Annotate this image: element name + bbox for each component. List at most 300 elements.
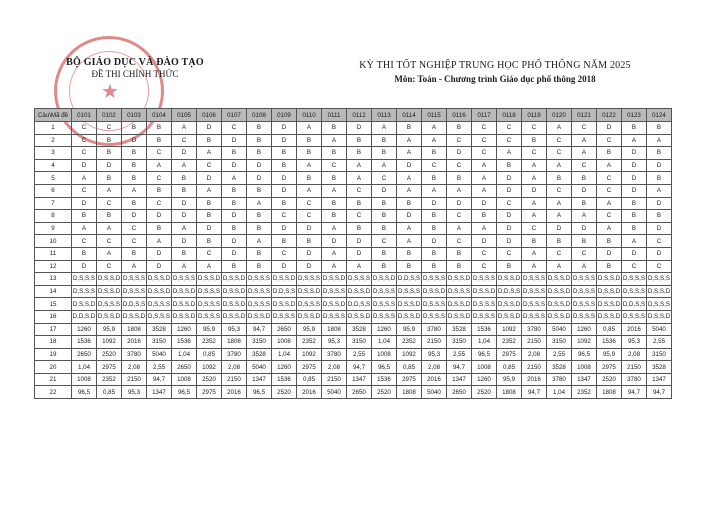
answer-cell: C — [597, 184, 622, 197]
answer-cell: 1536 — [172, 336, 197, 349]
table-row — [35, 298, 672, 311]
answer-cell: 2150 — [522, 336, 547, 349]
answer-cell: C — [347, 184, 372, 197]
answer-cell: C — [422, 159, 447, 172]
question-number: 19 — [35, 348, 72, 361]
answer-cell: 3528 — [647, 361, 672, 374]
answer-cell: D,S,S,D — [597, 298, 622, 311]
answer-cell: C — [447, 210, 472, 223]
answer-cell: 2352 — [197, 336, 222, 349]
question-number: 22 — [35, 386, 72, 399]
table-row — [35, 361, 672, 374]
answer-cell: 1,04 — [272, 348, 297, 361]
answer-cell: A — [347, 172, 372, 185]
answer-cell: B — [97, 134, 122, 147]
answer-cell: C — [547, 134, 572, 147]
answer-cell: B — [372, 247, 397, 260]
answer-cell: 1092 — [297, 348, 322, 361]
answer-cell: D,S,S,D — [597, 273, 622, 286]
answer-cell: D — [622, 147, 647, 160]
answer-cell: B — [347, 197, 372, 210]
answer-cell: D,S,S,D — [322, 273, 347, 286]
answer-cell: A — [622, 134, 647, 147]
answer-cell: D,S,S,D — [597, 285, 622, 298]
answer-cell: D,S,S,S — [247, 298, 272, 311]
answer-cell: B — [647, 147, 672, 160]
answer-cell: C — [97, 197, 122, 210]
answer-cell: D — [647, 197, 672, 210]
answer-cell: B — [347, 222, 372, 235]
answer-cell: C — [472, 247, 497, 260]
answer-cell: A — [347, 260, 372, 273]
answer-cell: D,S,S,D — [97, 285, 122, 298]
answer-cell: B — [147, 122, 172, 135]
answer-cell: C — [297, 210, 322, 223]
answer-cell: D,S,S,S — [422, 310, 447, 323]
answer-cell: B — [622, 210, 647, 223]
answer-cell: 1008 — [272, 336, 297, 349]
answer-cell: 1092 — [497, 323, 522, 336]
answer-cell: B — [622, 222, 647, 235]
answer-cell: B — [297, 134, 322, 147]
answer-cell: B — [497, 159, 522, 172]
answer-cell: D,S,S,D — [547, 310, 572, 323]
answer-cell: B — [322, 147, 347, 160]
answer-cell: C — [472, 147, 497, 160]
answer-cell: 1260 — [372, 323, 397, 336]
answer-cell: 5040 — [647, 323, 672, 336]
answer-cell: 3528 — [447, 323, 472, 336]
ministry-header — [60, 57, 210, 79]
answer-cell: B — [297, 147, 322, 160]
answer-cell: D,S,S,S — [297, 273, 322, 286]
answer-cell: D,S,S,S — [147, 298, 172, 311]
answer-cell: C — [72, 134, 97, 147]
answer-cell: A — [197, 184, 222, 197]
answer-cell: D,S,S,S — [197, 310, 222, 323]
answer-cell: 1,04 — [72, 361, 97, 374]
answer-cell: A — [597, 222, 622, 235]
answer-cell: B — [547, 172, 572, 185]
question-number: 7 — [35, 197, 72, 210]
answer-cell: 94,7 — [622, 386, 647, 399]
table-row — [35, 122, 672, 135]
answer-cell: A — [572, 210, 597, 223]
exam-code-header: 0120 — [547, 109, 572, 122]
question-number: 20 — [35, 361, 72, 374]
answer-cell: B — [372, 134, 397, 147]
answer-cell: 96,5 — [372, 361, 397, 374]
answer-cell: 3780 — [122, 348, 147, 361]
answer-cell: 2016 — [297, 386, 322, 399]
answer-cell: C — [572, 159, 597, 172]
answer-cell: A — [97, 184, 122, 197]
exam-code-header: 0104 — [147, 109, 172, 122]
answer-cell: D — [272, 172, 297, 185]
answer-cell: A — [522, 172, 547, 185]
answer-cell: D — [197, 122, 222, 135]
answer-cell: B — [97, 210, 122, 223]
answer-cell: C — [322, 159, 347, 172]
answer-cell: 2352 — [297, 336, 322, 349]
answer-cell: D,S,S,D — [247, 310, 272, 323]
answer-cell: D,S,S,S — [647, 298, 672, 311]
answer-cell: D,S,S,D — [547, 285, 572, 298]
answer-cell: 95,3 — [422, 348, 447, 361]
answer-cell: 2975 — [597, 361, 622, 374]
question-number: 18 — [35, 336, 72, 349]
answer-cell: D,S,S,D — [222, 298, 247, 311]
answer-cell: B — [222, 197, 247, 210]
answer-cell: 2975 — [97, 361, 122, 374]
answer-cell: 94,7 — [347, 361, 372, 374]
question-number: 4 — [35, 159, 72, 172]
answer-cell: B — [322, 122, 347, 135]
answer-cell: 1260 — [172, 323, 197, 336]
answer-cell: A — [547, 159, 572, 172]
answer-cell: B — [122, 197, 147, 210]
answer-cell: B — [572, 235, 597, 248]
answer-cell: D,S,S,S — [622, 310, 647, 323]
answer-cell: A — [147, 159, 172, 172]
answer-cell: 1,04 — [172, 348, 197, 361]
answer-cell: D — [572, 222, 597, 235]
answer-cell: D — [72, 197, 97, 210]
answer-cell: D,S,S,D — [172, 298, 197, 311]
answer-cell: A — [522, 260, 547, 273]
question-number: 5 — [35, 172, 72, 185]
answer-cell: B — [597, 147, 622, 160]
answer-cell: D,S,S,S — [147, 310, 172, 323]
answer-cell: D,S,S,S — [72, 273, 97, 286]
answer-cell: C — [597, 134, 622, 147]
answer-cell: D — [547, 222, 572, 235]
answer-cell: 2150 — [222, 373, 247, 386]
answer-cell: A — [297, 184, 322, 197]
answer-cell: D,S,S,D — [547, 298, 572, 311]
answer-cell: 2975 — [397, 373, 422, 386]
answer-cell: 2520 — [597, 373, 622, 386]
answer-cell: D,D,S,D — [72, 310, 97, 323]
answer-cell: 5040 — [422, 386, 447, 399]
exam-code-header: 0119 — [522, 109, 547, 122]
answer-cell: B — [397, 197, 422, 210]
answer-cell: D,S,S,D — [172, 285, 197, 298]
answer-cell: A — [472, 159, 497, 172]
answer-cell: C — [222, 122, 247, 135]
answer-cell: C — [497, 122, 522, 135]
answer-cell: D — [397, 210, 422, 223]
answer-cell: C — [72, 235, 97, 248]
answer-cell: A — [572, 134, 597, 147]
answer-cell: 2016 — [522, 373, 547, 386]
answer-cell: 1347 — [147, 386, 172, 399]
answer-cell: 2016 — [422, 373, 447, 386]
answer-cell: A — [122, 184, 147, 197]
answer-cell: A — [97, 222, 122, 235]
answer-cell: 1808 — [597, 386, 622, 399]
answer-cell: D,S,S,S — [522, 310, 547, 323]
answer-cell: 1808 — [497, 386, 522, 399]
exam-code-header: 0122 — [597, 109, 622, 122]
answer-cell: A — [397, 222, 422, 235]
exam-code-header: 0117 — [472, 109, 497, 122]
answer-cell: 2975 — [197, 386, 222, 399]
table-row — [35, 348, 672, 361]
table-row — [35, 336, 672, 349]
answer-cell: C — [447, 235, 472, 248]
answer-cell: A — [422, 184, 447, 197]
answer-cell: B — [497, 260, 522, 273]
answer-cell: C — [522, 122, 547, 135]
answer-cell: D — [422, 197, 447, 210]
answer-cell: B — [422, 260, 447, 273]
question-number: 13 — [35, 273, 72, 286]
answer-cell: C — [547, 184, 572, 197]
answer-cell: D — [322, 235, 347, 248]
answer-cell: 94,7 — [522, 386, 547, 399]
answer-cell: B — [622, 197, 647, 210]
answer-cell: D — [272, 134, 297, 147]
answer-cell: B — [447, 247, 472, 260]
answer-cell: D,S,S,S — [347, 273, 372, 286]
answer-cell: D — [447, 147, 472, 160]
answer-cell: D — [147, 247, 172, 260]
answer-cell: D,S,S,D — [347, 310, 372, 323]
answer-cell: D,S,S,D — [222, 285, 247, 298]
answer-cell: D,S,S,D — [97, 273, 122, 286]
answer-cell: D,S,S,D — [647, 310, 672, 323]
question-number: 17 — [35, 323, 72, 336]
answer-cell: A — [397, 134, 422, 147]
answer-key-table — [34, 108, 672, 399]
answer-cell: D — [497, 235, 522, 248]
answer-cell: 95,9 — [497, 373, 522, 386]
question-number: 1 — [35, 122, 72, 135]
answer-cell: D,S,S,D — [397, 310, 422, 323]
answer-cell: 95,3 — [622, 336, 647, 349]
answer-cell: C — [122, 222, 147, 235]
answer-cell: 2650 — [272, 323, 297, 336]
answer-cell: D — [247, 172, 272, 185]
answer-cell: D,S,S,D — [497, 310, 522, 323]
answer-cell: D,S,S,S — [122, 285, 147, 298]
exam-subject: Môn: Toán - Chương trình Giáo dục phổ thông 2018 — [394, 74, 596, 84]
answer-cell: A — [397, 184, 422, 197]
answer-cell: 2,08 — [622, 348, 647, 361]
answer-cell: 2150 — [522, 361, 547, 374]
answer-cell: 95,9 — [197, 323, 222, 336]
answer-cell: 2,55 — [647, 336, 672, 349]
exam-code-header: 0109 — [272, 109, 297, 122]
answer-cell: D — [172, 197, 197, 210]
answer-cell: D,S,S,D — [447, 310, 472, 323]
answer-cell: B — [372, 260, 397, 273]
answer-cell: B — [422, 222, 447, 235]
answer-cell: C — [172, 134, 197, 147]
answer-cell: 1347 — [247, 373, 272, 386]
exam-code-header: 0115 — [422, 109, 447, 122]
question-number: 2 — [35, 134, 72, 147]
answer-cell: B — [247, 134, 272, 147]
answer-cell: C — [472, 134, 497, 147]
answer-cell: C — [97, 235, 122, 248]
answer-cell: D — [522, 184, 547, 197]
answer-cell: 2352 — [97, 373, 122, 386]
answer-cell: B — [172, 172, 197, 185]
answer-cell: 1808 — [397, 386, 422, 399]
answer-cell: A — [297, 122, 322, 135]
table-row — [35, 260, 672, 273]
answer-cell: 0,85 — [297, 373, 322, 386]
answer-cell: D,S,S,S — [247, 285, 272, 298]
answer-cell: 94,7 — [447, 361, 472, 374]
exam-code-header: 0102 — [97, 109, 122, 122]
answer-cell: C — [272, 247, 297, 260]
answer-cell: C — [372, 172, 397, 185]
question-number: 21 — [35, 373, 72, 386]
answer-cell: B — [447, 172, 472, 185]
answer-cell: B — [97, 172, 122, 185]
answer-cell: 1092 — [197, 361, 222, 374]
answer-cell: B — [222, 222, 247, 235]
answer-cell: C — [447, 159, 472, 172]
answer-cell: A — [622, 235, 647, 248]
answer-cell: B — [172, 247, 197, 260]
answer-cell: D,S,S,S — [372, 285, 397, 298]
answer-cell: C — [572, 247, 597, 260]
answer-cell: B — [397, 260, 422, 273]
answer-cell: A — [222, 172, 247, 185]
answer-cell: 2520 — [472, 386, 497, 399]
answer-cell: B — [247, 260, 272, 273]
answer-cell: B — [122, 159, 147, 172]
answer-cell: A — [72, 222, 97, 235]
answer-cell: 1536 — [72, 336, 97, 349]
answer-cell: D,S,S,S — [472, 298, 497, 311]
answer-cell: B — [222, 184, 247, 197]
answer-cell: A — [472, 184, 497, 197]
answer-cell: B — [647, 210, 672, 223]
answer-cell: 3780 — [322, 348, 347, 361]
answer-cell: B — [247, 147, 272, 160]
answer-cell: D,S,S,D — [322, 298, 347, 311]
answer-cell: 96,5 — [72, 386, 97, 399]
answer-cell: 1808 — [222, 336, 247, 349]
answer-cell: D — [347, 247, 372, 260]
answer-cell: B — [647, 172, 672, 185]
answer-cell: B — [197, 197, 222, 210]
answer-cell: 2,08 — [522, 348, 547, 361]
answer-cell: B — [372, 197, 397, 210]
answer-cell: C — [122, 235, 147, 248]
answer-cell: 2520 — [372, 386, 397, 399]
answer-cell: C — [147, 147, 172, 160]
answer-cell: A — [472, 222, 497, 235]
answer-cell: C — [72, 122, 97, 135]
table-row — [35, 386, 672, 399]
answer-cell: 95,9 — [297, 323, 322, 336]
answer-cell: B — [297, 235, 322, 248]
answer-cell: B — [247, 210, 272, 223]
answer-cell: D — [72, 159, 97, 172]
answer-cell: A — [397, 147, 422, 160]
answer-cell: D,S,S,D — [122, 310, 147, 323]
answer-cell: D — [397, 159, 422, 172]
answer-cell: D,S,S,D — [222, 310, 247, 323]
answer-cell: 2016 — [122, 336, 147, 349]
answer-cell: 2650 — [172, 361, 197, 374]
table-row — [35, 247, 672, 260]
answer-cell: C — [197, 159, 222, 172]
answer-cell: 1,04 — [547, 386, 572, 399]
answer-cell: 95,9 — [397, 323, 422, 336]
answer-cell: 1347 — [647, 373, 672, 386]
answer-cell: B — [247, 247, 272, 260]
answer-cell: B — [222, 260, 247, 273]
answer-cell: D — [72, 260, 97, 273]
exam-code-header: 0107 — [222, 109, 247, 122]
answer-cell: A — [297, 159, 322, 172]
exam-code-header: 0124 — [647, 109, 672, 122]
table-row — [35, 373, 672, 386]
answer-cell: 2975 — [297, 361, 322, 374]
answer-cell: C — [497, 134, 522, 147]
answer-cell: B — [472, 210, 497, 223]
answer-cell: B — [347, 134, 372, 147]
answer-cell: 3150 — [347, 336, 372, 349]
answer-cell: 1260 — [472, 373, 497, 386]
answer-cell: D,S,S,S — [272, 310, 297, 323]
answer-cell: D,D,S,S — [397, 273, 422, 286]
answer-cell: D,D,S,S — [497, 285, 522, 298]
table-row — [35, 323, 672, 336]
answer-cell: 96,5 — [247, 386, 272, 399]
answer-cell: D,S,S,S — [72, 285, 97, 298]
answer-cell: D,S,S,D — [297, 310, 322, 323]
answer-cell: D,S,S,D — [597, 310, 622, 323]
answer-cell: C — [447, 134, 472, 147]
answer-cell: D — [347, 235, 372, 248]
answer-cell: B — [372, 222, 397, 235]
answer-cell: B — [397, 122, 422, 135]
answer-cell: D — [297, 222, 322, 235]
answer-cell: B — [272, 235, 297, 248]
answer-cell: D — [272, 184, 297, 197]
answer-cell: D — [372, 184, 397, 197]
exam-code-header: 0123 — [622, 109, 647, 122]
exam-title: KỲ THI TỐT NGHIỆP TRUNG HỌC PHỔ THÔNG NĂM 2025 — [359, 60, 631, 71]
answer-cell: 94,7 — [247, 323, 272, 336]
answer-cell: C — [597, 210, 622, 223]
question-number: 3 — [35, 147, 72, 160]
answer-cell: 1092 — [97, 336, 122, 349]
answer-cell: A — [447, 184, 472, 197]
answer-cell: D — [222, 235, 247, 248]
question-number: 9 — [35, 222, 72, 235]
answer-cell: A — [472, 172, 497, 185]
answer-cell: D,S,S,D — [497, 298, 522, 311]
question-number: 14 — [35, 285, 72, 298]
exam-code-header: 0116 — [447, 109, 472, 122]
answer-cell: D,S,S,D — [172, 310, 197, 323]
table-row — [35, 285, 672, 298]
answer-cell: 3150 — [447, 336, 472, 349]
answer-cell: B — [122, 122, 147, 135]
table-row — [35, 273, 672, 286]
exam-code-header: 0106 — [197, 109, 222, 122]
answer-cell: D — [622, 159, 647, 172]
